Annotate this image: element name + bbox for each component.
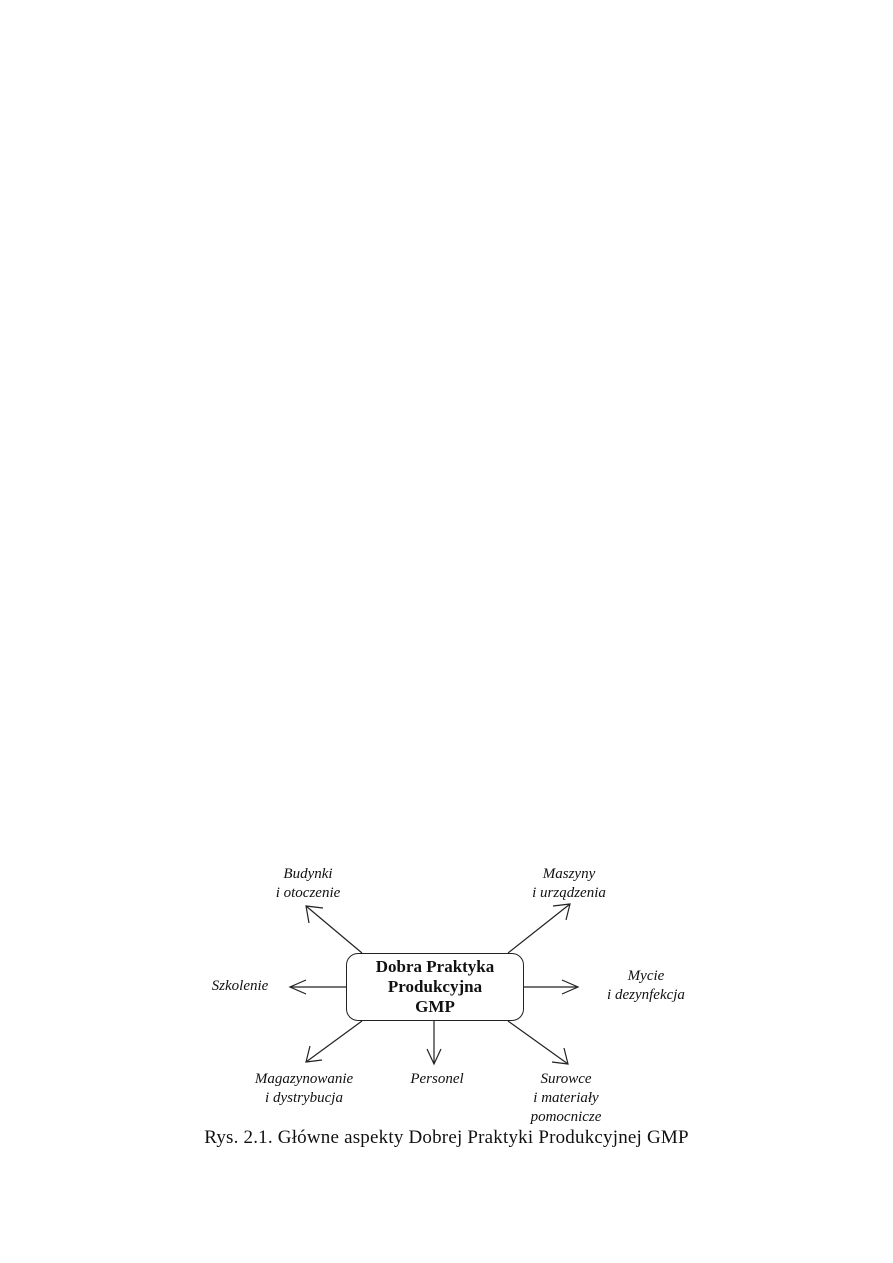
label-szkolenie <box>190 977 290 996</box>
arrow-magazynowanie <box>306 1021 362 1062</box>
label-szkolenie-line1: Szkolenie <box>211 978 269 994</box>
label-magazynowanie-line2: i dystrybucja <box>265 1090 343 1106</box>
center-node-gmp <box>346 953 524 1021</box>
label-maszyny-line1: Maszyny <box>542 866 596 882</box>
label-budynki-line1: Budynki <box>283 866 333 882</box>
label-maszyny <box>504 865 634 903</box>
label-magazynowanie <box>232 1070 376 1108</box>
arrow-szkolenie <box>290 980 346 994</box>
label-personel-line1: Personel <box>410 1071 464 1087</box>
label-surowce-line1: Surowce <box>540 1071 592 1087</box>
arrow-budynki <box>306 906 362 953</box>
label-mycie <box>584 967 708 1005</box>
label-mycie-line1: Mycie <box>627 968 665 984</box>
label-surowce-line3: pomocnicze <box>530 1109 602 1125</box>
label-maszyny-line2: i urządzenia <box>532 885 606 901</box>
label-magazynowanie-line1: Magazynowanie <box>254 1071 354 1087</box>
arrow-surowce <box>508 1021 568 1064</box>
label-surowce-line2: i materiały <box>533 1090 599 1106</box>
label-mycie-line2: i dezynfekcja <box>607 987 685 1003</box>
center-line-3: GMP <box>415 997 455 1016</box>
figure-caption: Rys. 2.1. Główne aspekty Dobrej Praktyki Produkcyjnej GMP <box>204 1127 689 1148</box>
arrow-maszyny <box>508 904 570 953</box>
label-budynki-line2: i otoczenie <box>275 885 341 901</box>
label-surowce <box>504 1070 628 1127</box>
center-line-2: Produkcyjna <box>387 977 483 996</box>
center-line-1: Dobra Praktyka <box>375 957 495 976</box>
label-personel <box>390 1070 484 1089</box>
arrow-personel <box>427 1021 441 1064</box>
label-budynki <box>248 865 368 903</box>
arrow-mycie <box>524 980 578 994</box>
